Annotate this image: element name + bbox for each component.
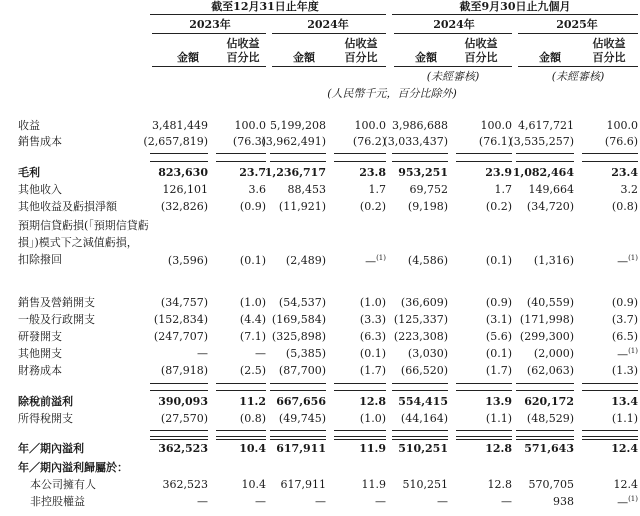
- unaudited-note: (未經審核): [551, 70, 605, 83]
- pct-cell: 12.8: [485, 442, 512, 455]
- amount-cell: 953,251: [398, 166, 448, 179]
- pct-cell: 23.9: [485, 166, 512, 179]
- subtotal-rule: [582, 153, 638, 154]
- row-label: 其他開支: [18, 347, 62, 360]
- pct-cell: (0.2): [485, 200, 512, 213]
- row-label: 收益: [18, 119, 40, 132]
- pct-cell: (5.6): [485, 330, 512, 343]
- col-pct: 百分比: [226, 51, 260, 64]
- pct-cell: (0.9): [239, 200, 266, 213]
- header-rule: [392, 14, 638, 15]
- unaudited-note: (未經審核): [426, 70, 480, 83]
- pct-cell: (0.1): [239, 254, 266, 267]
- row-label: 本公司擁有人: [30, 478, 96, 491]
- year-2025-9m: 2025年: [556, 18, 598, 31]
- col-amount: 金額: [177, 51, 199, 64]
- amount-cell: —: [197, 495, 208, 508]
- amount-cell: 362,523: [162, 478, 208, 491]
- subtotal-rule: [270, 390, 326, 391]
- pct-cell: (76.2): [352, 135, 386, 148]
- double-rule: [216, 436, 266, 437]
- amount-cell: 390,093: [158, 395, 208, 408]
- subtotal-rule: [516, 430, 574, 431]
- subtotal-rule: [456, 161, 512, 162]
- row-label: 損」)模式下之減值虧損，: [18, 236, 138, 249]
- subtotal-rule: [216, 430, 266, 431]
- header-rule: [272, 33, 386, 34]
- amount-cell: (48,529): [526, 412, 574, 425]
- pct-cell: (0.9): [611, 296, 638, 309]
- pct-cell: (0.8): [239, 412, 266, 425]
- pct-cell: (0.1): [485, 347, 512, 360]
- amount-cell: (32,826): [160, 200, 208, 213]
- pct-cell: —$^{(1)}$: [617, 347, 638, 361]
- header-rule: [150, 14, 386, 15]
- amount-cell: 4,617,721: [518, 119, 574, 132]
- pct-cell: 12.8: [487, 478, 512, 491]
- pct-cell: 23.4: [611, 166, 638, 179]
- pct-cell: 100.0: [480, 119, 512, 132]
- amount-cell: (87,918): [160, 364, 208, 377]
- row-label: 一般及行政開支: [18, 313, 95, 326]
- amount-cell: 617,911: [276, 442, 326, 455]
- amount-cell: 570,705: [528, 478, 574, 491]
- double-rule: [456, 439, 512, 440]
- subtotal-rule: [270, 430, 326, 431]
- col-pct: 百分比: [344, 51, 378, 64]
- subtotal-rule: [516, 153, 574, 154]
- row-label: 非控股權益: [30, 495, 85, 508]
- group-title-nine-months: 截至9月30日止九個月: [459, 0, 571, 13]
- col-pct: 佔收益: [464, 37, 498, 50]
- double-rule: [516, 439, 574, 440]
- double-rule: [456, 436, 512, 437]
- row-label: 預期信貸虧損(「預期信貸虧: [18, 219, 149, 232]
- amount-cell: 88,453: [287, 183, 326, 196]
- double-rule: [392, 439, 448, 440]
- double-rule: [150, 436, 208, 437]
- amount-cell: 617,911: [280, 478, 326, 491]
- year-2023: 2023年: [189, 18, 231, 31]
- pct-cell: 10.4: [241, 478, 266, 491]
- pct-cell: (0.1): [359, 347, 386, 360]
- amount-cell: 69,752: [409, 183, 448, 196]
- pct-cell: (7.1): [239, 330, 266, 343]
- footnote-mark: (1): [376, 254, 386, 262]
- subtotal-rule: [334, 161, 386, 162]
- col-pct: 佔收益: [226, 37, 260, 50]
- row-label: 年／期內溢利: [18, 442, 84, 455]
- amount-cell: 620,172: [524, 395, 574, 408]
- double-rule: [270, 439, 326, 440]
- col-amount: 金額: [539, 51, 561, 64]
- subtotal-rule: [216, 390, 266, 391]
- subtotal-rule: [392, 153, 448, 154]
- footnote-mark: (1): [628, 347, 638, 355]
- pct-cell: 12.4: [611, 442, 638, 455]
- row-label: 毛利: [18, 166, 40, 179]
- pct-cell: (0.1): [485, 254, 512, 267]
- pct-cell: 23.8: [359, 166, 386, 179]
- double-rule: [334, 436, 386, 437]
- amount-cell: (2,657,819): [143, 135, 208, 148]
- subtotal-rule: [456, 390, 512, 391]
- subtotal-rule: [392, 161, 448, 162]
- double-rule: [270, 436, 326, 437]
- header-rule: [272, 66, 386, 67]
- pct-cell: 13.9: [485, 395, 512, 408]
- pct-cell: (0.8): [611, 200, 638, 213]
- footnote-mark: (1): [628, 254, 638, 262]
- pct-cell: (1.7): [359, 364, 386, 377]
- subtotal-rule: [216, 153, 266, 154]
- pct-cell: 1.7: [494, 183, 512, 196]
- row-label: 銷售成本: [18, 135, 62, 148]
- pct-cell: (4.4): [239, 313, 266, 326]
- amount-cell: —: [197, 347, 208, 360]
- amount-cell: (54,537): [278, 296, 326, 309]
- amount-cell: (247,707): [153, 330, 208, 343]
- subtotal-rule: [334, 390, 386, 391]
- pct-cell: (1.1): [485, 412, 512, 425]
- double-rule: [150, 439, 208, 440]
- pct-cell: 11.9: [361, 478, 386, 491]
- row-label: 所得稅開支: [18, 412, 73, 425]
- col-amount: 金額: [293, 51, 315, 64]
- pct-cell: (0.2): [359, 200, 386, 213]
- pct-cell: —$^{(1)}$: [617, 254, 638, 268]
- pct-cell: —: [255, 495, 266, 508]
- double-rule: [582, 436, 638, 437]
- amount-cell: (34,757): [160, 296, 208, 309]
- subtotal-rule: [216, 161, 266, 162]
- pct-cell: 100.0: [234, 119, 266, 132]
- double-rule: [216, 439, 266, 440]
- header-rule: [518, 66, 638, 67]
- amount-cell: —: [437, 495, 448, 508]
- pct-cell: (1.7): [485, 364, 512, 377]
- subtotal-rule: [150, 430, 208, 431]
- amount-cell: (325,898): [271, 330, 326, 343]
- pct-cell: 11.9: [359, 442, 386, 455]
- pct-cell: —: [255, 347, 266, 360]
- row-label: 銷售及營銷開支: [18, 296, 95, 309]
- year-2024-9m: 2024年: [433, 18, 475, 31]
- amount-cell: (5,385): [285, 347, 326, 360]
- amount-cell: 149,664: [528, 183, 574, 196]
- amount-cell: 667,656: [276, 395, 326, 408]
- amount-cell: 3,986,688: [392, 119, 448, 132]
- pct-cell: 12.8: [359, 395, 386, 408]
- pct-cell: 100.0: [606, 119, 638, 132]
- row-label: 除稅前溢利: [18, 395, 73, 408]
- amount-cell: 510,251: [402, 478, 448, 491]
- col-amount: 金額: [415, 51, 437, 64]
- amount-cell: (87,700): [278, 364, 326, 377]
- amount-cell: (66,520): [400, 364, 448, 377]
- subtotal-rule: [456, 153, 512, 154]
- subtotal-rule: [582, 430, 638, 431]
- amount-cell: (171,998): [519, 313, 574, 326]
- amount-cell: (4,586): [407, 254, 448, 267]
- double-rule: [582, 439, 638, 440]
- amount-cell: (3,596): [167, 254, 208, 267]
- amount-cell: 510,251: [398, 442, 448, 455]
- amount-cell: 126,101: [162, 183, 208, 196]
- pct-cell: 1.7: [368, 183, 386, 196]
- subtotal-rule: [334, 430, 386, 431]
- pct-cell: 23.7: [239, 166, 266, 179]
- amount-cell: 823,630: [158, 166, 208, 179]
- header-rule: [394, 33, 512, 34]
- pct-cell: 10.4: [239, 442, 266, 455]
- amount-cell: (3,030): [407, 347, 448, 360]
- pct-cell: 3.2: [620, 183, 638, 196]
- amount-cell: (27,570): [160, 412, 208, 425]
- subtotal-rule: [582, 390, 638, 391]
- col-pct: 百分比: [464, 51, 498, 64]
- amount-cell: (34,720): [526, 200, 574, 213]
- amount-cell: (9,198): [407, 200, 448, 213]
- amount-cell: (2,000): [533, 347, 574, 360]
- header-rule: [518, 33, 638, 34]
- subtotal-rule: [150, 153, 208, 154]
- subtotal-rule: [392, 430, 448, 431]
- pct-cell: 12.4: [613, 478, 638, 491]
- subtotal-rule: [150, 161, 208, 162]
- subtotal-rule: [516, 383, 574, 384]
- subtotal-rule: [334, 153, 386, 154]
- pct-cell: (3.3): [359, 313, 386, 326]
- row-label: 研發開支: [18, 330, 62, 343]
- amount-cell: 3,481,449: [152, 119, 208, 132]
- col-pct: 佔收益: [344, 37, 378, 50]
- pct-cell: —: [501, 495, 512, 508]
- pct-cell: (76.3): [232, 135, 266, 148]
- amount-cell: (62,063): [526, 364, 574, 377]
- subtotal-rule: [516, 161, 574, 162]
- footnote-mark: (1): [628, 495, 638, 503]
- header-rule: [152, 66, 266, 67]
- amount-cell: (11,921): [278, 200, 326, 213]
- pct-cell: 13.4: [611, 395, 638, 408]
- amount-cell: (1,316): [533, 254, 574, 267]
- amount-cell: (169,584): [271, 313, 326, 326]
- amount-cell: —: [315, 495, 326, 508]
- pct-cell: (6.5): [611, 330, 638, 343]
- subtotal-rule: [456, 383, 512, 384]
- amount-cell: 554,415: [398, 395, 448, 408]
- pct-cell: (1.1): [611, 412, 638, 425]
- header-rule: [152, 33, 266, 34]
- subtotal-rule: [392, 390, 448, 391]
- pct-cell: 11.2: [239, 395, 266, 408]
- amount-cell: (3,535,257): [509, 135, 574, 148]
- col-pct: 佔收益: [592, 37, 626, 50]
- amount-cell: 1,236,717: [264, 166, 326, 179]
- pct-cell: —: [375, 495, 386, 508]
- amount-cell: (36,609): [400, 296, 448, 309]
- pct-cell: 3.6: [248, 183, 266, 196]
- pct-cell: 100.0: [354, 119, 386, 132]
- pct-cell: (3.1): [485, 313, 512, 326]
- subtotal-rule: [150, 383, 208, 384]
- amount-cell: (152,834): [153, 313, 208, 326]
- double-rule: [392, 436, 448, 437]
- row-label: 財務成本: [18, 364, 62, 377]
- pct-cell: —$^{(1)}$: [365, 254, 386, 268]
- pct-cell: (1.0): [359, 412, 386, 425]
- pct-cell: (6.3): [359, 330, 386, 343]
- amount-cell: 1,082,464: [512, 166, 574, 179]
- row-label: 其他收益及虧損淨額: [18, 200, 117, 213]
- row-label: 年／期內溢利歸屬於：: [18, 461, 128, 474]
- subtotal-rule: [270, 153, 326, 154]
- pct-cell: (2.5): [239, 364, 266, 377]
- amount-cell: (3,033,437): [383, 135, 448, 148]
- pct-cell: (76.1): [478, 135, 512, 148]
- subtotal-rule: [456, 430, 512, 431]
- amount-cell: (3,962,491): [261, 135, 326, 148]
- subtotal-rule: [582, 383, 638, 384]
- row-label: 其他收入: [18, 183, 62, 196]
- double-rule: [516, 436, 574, 437]
- amount-cell: (125,337): [393, 313, 448, 326]
- unit-note: (人民幣千元，百分比除外): [327, 87, 457, 100]
- subtotal-rule: [150, 390, 208, 391]
- pct-cell: (76.6): [604, 135, 638, 148]
- amount-cell: 5,199,208: [270, 119, 326, 132]
- subtotal-rule: [270, 161, 326, 162]
- amount-cell: (49,745): [278, 412, 326, 425]
- row-label: 扣除撥回: [18, 253, 62, 266]
- pct-cell: (1.0): [359, 296, 386, 309]
- pct-cell: (1.0): [239, 296, 266, 309]
- amount-cell: 362,523: [158, 442, 208, 455]
- amount-cell: (40,559): [526, 296, 574, 309]
- pct-cell: (0.9): [485, 296, 512, 309]
- subtotal-rule: [334, 383, 386, 384]
- group-title-year: 截至12月31日止年度: [211, 0, 319, 13]
- subtotal-rule: [392, 383, 448, 384]
- subtotal-rule: [516, 390, 574, 391]
- col-pct: 百分比: [592, 51, 626, 64]
- pct-cell: (1.3): [611, 364, 638, 377]
- amount-cell: (299,300): [519, 330, 574, 343]
- subtotal-rule: [582, 161, 638, 162]
- subtotal-rule: [270, 383, 326, 384]
- header-rule: [394, 66, 512, 67]
- amount-cell: 938: [553, 495, 574, 508]
- amount-cell: 571,643: [524, 442, 574, 455]
- double-rule: [334, 439, 386, 440]
- year-2024: 2024年: [307, 18, 349, 31]
- subtotal-rule: [216, 383, 266, 384]
- pct-cell: (3.7): [611, 313, 638, 326]
- amount-cell: (44,164): [400, 412, 448, 425]
- amount-cell: (2,489): [285, 254, 326, 267]
- pct-cell: —$^{(1)}$: [617, 495, 638, 509]
- amount-cell: (223,308): [393, 330, 448, 343]
